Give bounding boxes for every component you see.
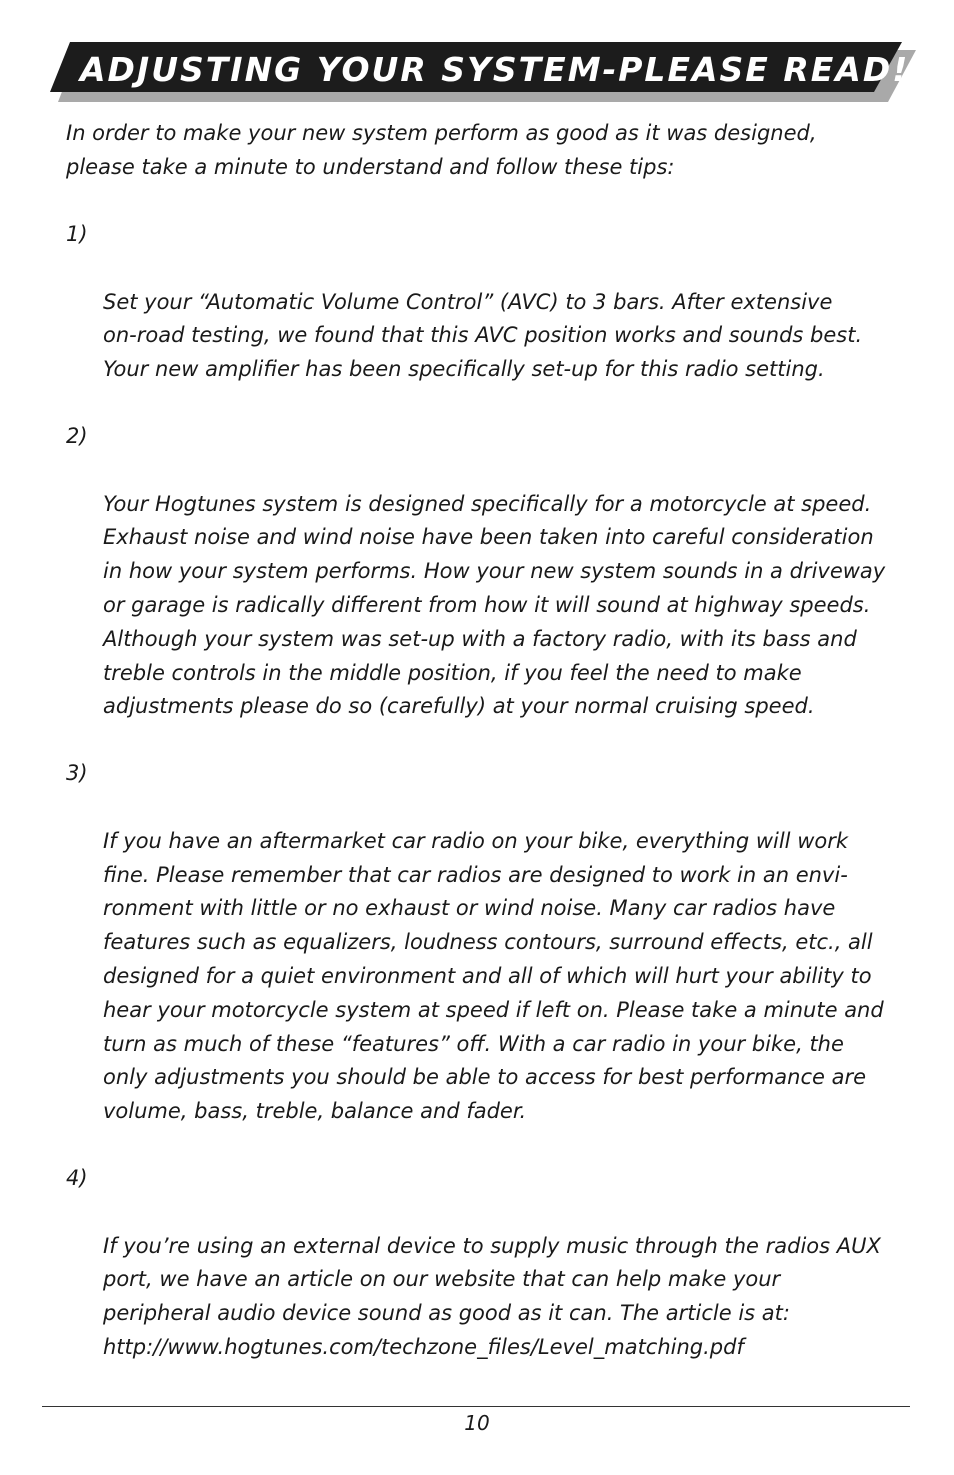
tip-item [66, 218, 916, 387]
tip-text: Set your “Automatic Volume Control” (AVC) to 3 bars. After extensive on-road testing, we found that this AVC position works and sounds best. Your new amplifier has been specifically set-up for this radio setting. [103, 289, 863, 382]
tip-text: Your Hogtunes system is designed specifically for a motorcycle at speed. Exhaust noise and wind noise have been taken into careful consideration in how your system performs. How your new system sounds in a driveway or garage is radically different from how it will sound at highway speeds. Although your system was set-up with a factory radio, with its bass and treble controls in the middle position, if you feel the need to make adjustments please do so (carefully) at your normal cruising speed. [103, 491, 886, 719]
page-title: ADJUSTING YOUR SYSTEM-PLEASE READ! [80, 50, 910, 89]
tips-list [66, 218, 916, 1398]
tip-text: If you have an aftermarket car radio on your bike, everything will work fine. Please remember that car radios are designed to work in an envi- ronment with little or no exhaust or wind noise. Many car radios have features such as equalizers, loudness contours, surround effects, etc., all designed for a quiet environment and all of which will hurt your ability to hear your motorcycle system at speed if left on. Please take a minute and turn as much of these “features” off. With a car radio in your bike, the only adjustments you should be able to access for best performance are volume, bass, treble, balance and fader. [103, 828, 884, 1124]
tip-text: If you’re using an external device to supply music through the radios AUX port, we have an article on our website that can help make your peripheral audio device sound as good as it can. The article is at: http://www.hogtunes.com/techzone_files/Level_matching.pdf [103, 1233, 881, 1359]
section-header-banner [50, 42, 916, 104]
tip-item [66, 757, 916, 1129]
footer-divider [42, 1406, 910, 1407]
tip-number: 2) [66, 423, 88, 448]
tip-number: 4) [66, 1165, 88, 1190]
tip-item [66, 420, 916, 724]
page-number: 10 [464, 1411, 490, 1435]
intro-paragraph: In order to make your new system perform as good as it was designed, please take a minute to understand and follow these tips: [66, 121, 817, 179]
tip-number: 3) [66, 761, 88, 786]
tip-item [66, 1162, 916, 1365]
tip-number: 1) [66, 222, 88, 246]
